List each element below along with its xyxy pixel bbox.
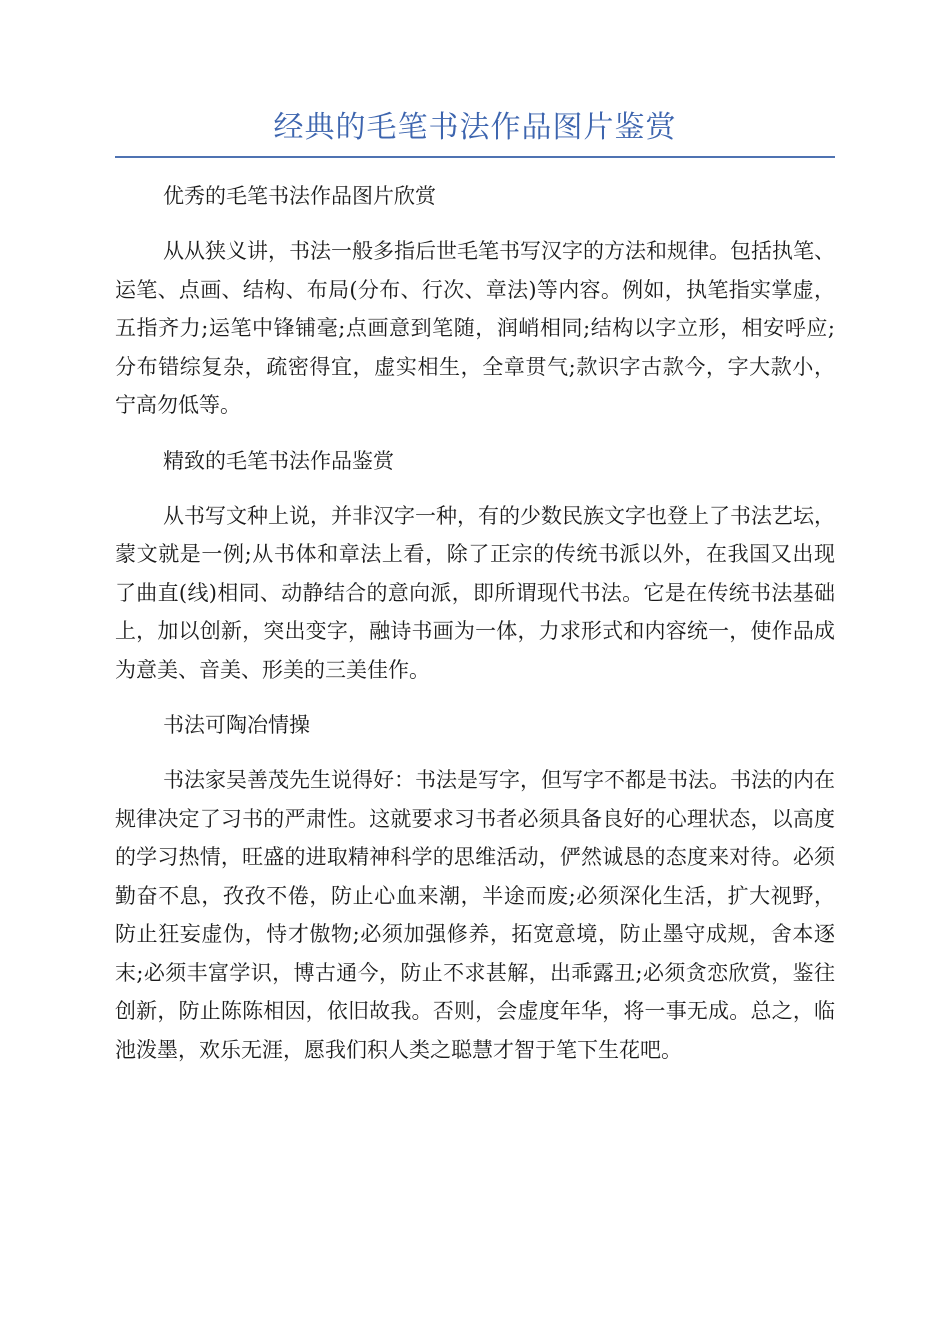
section-paragraph: 从书写文种上说，并非汉字一种，有的少数民族文字也登上了书法艺坛，蒙文就是一例;从书体和章法上看，除了正宗的传统书派以外，在我国又出现了曲直(线)相同、动静结合的意向派，即所谓现代书法。它是在传统书法基础上，加以创新，突出变字，融诗书画为一体，力求形式和内容统一，使作品成为意美、音美、形美的三美佳作。 (115, 503, 835, 682)
page-title: 经典的毛笔书法作品图片鉴赏 (273, 110, 677, 145)
title-block (115, 108, 835, 158)
section-heading: 精致的毛笔书法作品鉴赏 (163, 448, 394, 473)
section-heading: 书法可陶冶情操 (163, 713, 310, 737)
section-heading: 优秀的毛笔书法作品图片欣赏 (163, 184, 436, 208)
document-body (115, 174, 835, 1083)
section-paragraph: 书法家吴善茂先生说得好：书法是写字，但写字不都是书法。书法的内在规律决定了习书的严肃性。这就要求习书者必须具备良好的心理状态，以高度的学习热情，旺盛的进取精神科学的思维活动，俨然诚恳的态度来对待。必须勤奋不息，孜孜不倦，防止心血来潮，半途而废;必须深化生活，扩大视野，防止狂妄虚伪，恃才傲物;必须加强修养，拓宽意境，防止墨守成规，舍本逐末;必须丰富学识，博古通今，防止不求甚解，出乖露丑;必须贪恋欣赏，鉴往创新，防止陈陈相因，依旧故我。否则，会虚度年华，将一事无成。总之，临池泼墨，欢乐无涯，愿我们积人类之聪慧才智于笔下生花吧。 (115, 768, 835, 1062)
section-paragraph: 从从狭义讲，书法一般多指后世毛笔书写汉字的方法和规律。包括执笔、运笔、点画、结构、布局(分布、行次、章法)等内容。例如，执笔指实掌虚，五指齐力;运笔中锋铺毫;点画意到笔随，润峭相同;结构以字立形，相安呼应;分布错综复杂，疏密得宜，虚实相生，全章贯气;款识字古款今，字大款小，宁高勿低等。 (115, 239, 835, 417)
